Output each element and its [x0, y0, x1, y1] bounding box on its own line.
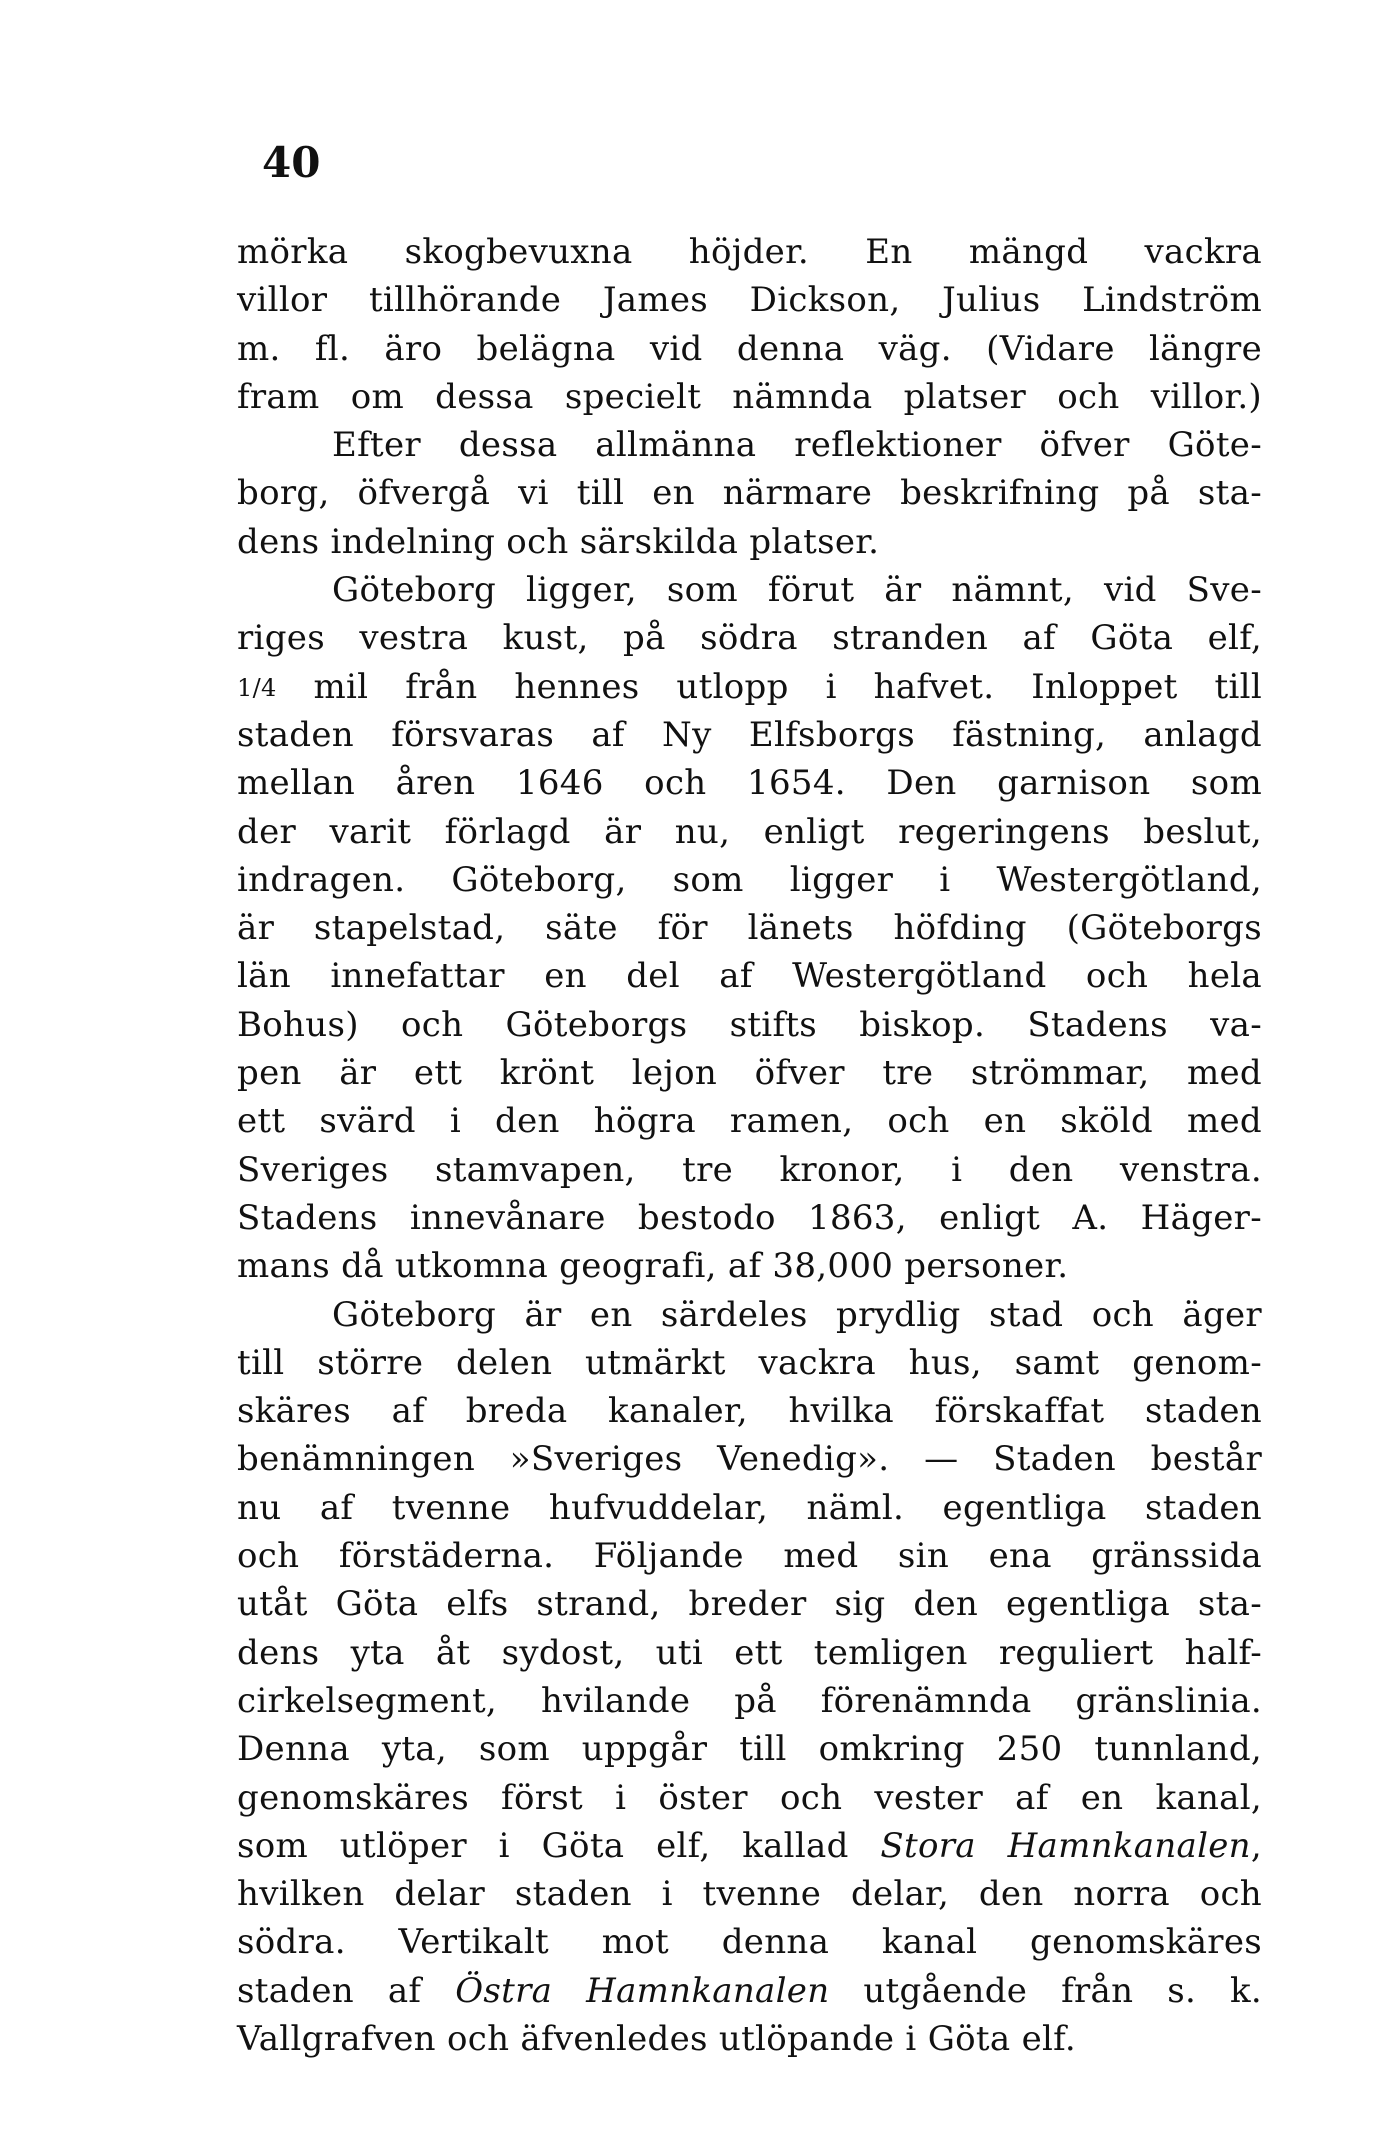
text-line: Göteborg är en särdeles prydlig stad och äger: [332, 1294, 1262, 1335]
text-line: Stadens innevånare bestodo 1863, enligt A. Häger-: [237, 1197, 1262, 1238]
text-line: pen är ett krönt lejon öfver tre strömmar, med: [237, 1053, 1262, 1094]
text-line: [237, 1967, 1262, 2015]
text-line: benämningen »Sveriges Venedig». — Staden består: [237, 1439, 1262, 1480]
text-line: borg, öfvergå vi till en närmare beskrifning på sta-: [237, 473, 1262, 514]
text-segment: mil från hennes utlopp i hafvet. Inloppet till: [276, 666, 1262, 707]
text-line: Sveriges stamvapen, tre kronor, i den venstra.: [237, 1149, 1262, 1190]
text-line: södra. Vertikalt mot denna kanal genomskäres: [237, 1922, 1262, 1963]
text-line: Vallgrafven och äfvenledes utlöpande i Göta elf.: [237, 2018, 1076, 2059]
text-line: indragen. Göteborg, som ligger i Westergötland,: [237, 859, 1262, 900]
text-line: dens indelning och särskilda platser.: [237, 521, 880, 562]
text-segment: som utlöper i Göta elf, kallad: [237, 1825, 881, 1866]
text-line: ett svärd i den högra ramen, och en sköld med: [237, 1101, 1262, 1142]
text-line: dens yta åt sydost, uti ett temligen reguliert half-: [237, 1632, 1262, 1673]
fraction: 1/4: [237, 673, 277, 702]
text-line: Denna yta, som uppgår till omkring 250 tunnland,: [237, 1729, 1262, 1770]
text-line: fram om dessa specielt nämnda platser och villor.): [237, 376, 1262, 417]
body-text: [237, 228, 1262, 2063]
text-line: riges vestra kust, på södra stranden af Göta elf,: [237, 618, 1262, 659]
page-number: 40: [262, 138, 321, 187]
text-line: m. fl. äro belägna vid denna väg. (Vidare längre: [237, 328, 1262, 369]
text-line: skäres af breda kanaler, hvilka förskaffat staden: [237, 1391, 1262, 1432]
text-line: mörka skogbevuxna höjder. En mängd vackra: [237, 232, 1262, 272]
text-line: mellan åren 1646 och 1654. Den garnison som: [237, 763, 1262, 804]
text-line: nu af tvenne hufvuddelar, näml. egentliga staden: [237, 1487, 1262, 1528]
text-line: till större delen utmärkt vackra hus, samt genom-: [237, 1342, 1262, 1383]
text-line: Efter dessa allmänna reflektioner öfver Göte-: [332, 425, 1262, 466]
text-line: mans då utkomna geografi, af 38,000 personer.: [237, 1246, 1069, 1287]
text-line: cirkelsegment, hvilande på förenämnda gränslinia.: [237, 1680, 1262, 1721]
text-line: [237, 663, 1262, 711]
text-segment: ,: [1250, 1825, 1262, 1866]
italic-text: Stora Hamnkanalen: [880, 1825, 1251, 1866]
text-line: är stapelstad, säte för länets höfding (Göteborgs: [237, 908, 1262, 949]
text-segment: utgående från s. k.: [829, 1970, 1262, 2011]
text-line: der varit förlagd är nu, enligt regeringens beslut,: [237, 811, 1262, 852]
text-line: utåt Göta elfs strand, breder sig den egentliga sta-: [237, 1584, 1262, 1625]
text-line: villor tillhörande James Dickson, Julius Lindström: [237, 280, 1262, 321]
italic-text: Östra Hamnkanalen: [455, 1970, 830, 2011]
text-line: län innefattar en del af Westergötland och hela: [237, 956, 1262, 997]
text-line: hvilken delar staden i tvenne delar, den norra och: [237, 1874, 1262, 1915]
text-line: staden försvaras af Ny Elfsborgs fästning, anlagd: [237, 714, 1262, 755]
text-line: och förstäderna. Följande med sin ena gränssida: [237, 1536, 1262, 1577]
text-line: Göteborg ligger, som förut är nämnt, vid Sve-: [332, 570, 1262, 611]
text-line: genomskäres först i öster och vester af en kanal,: [237, 1777, 1262, 1818]
text-segment: staden af: [237, 1970, 456, 2011]
text-line: [237, 1822, 1262, 1870]
text-line: Bohus) och Göteborgs stifts biskop. Stadens va-: [237, 1004, 1262, 1045]
